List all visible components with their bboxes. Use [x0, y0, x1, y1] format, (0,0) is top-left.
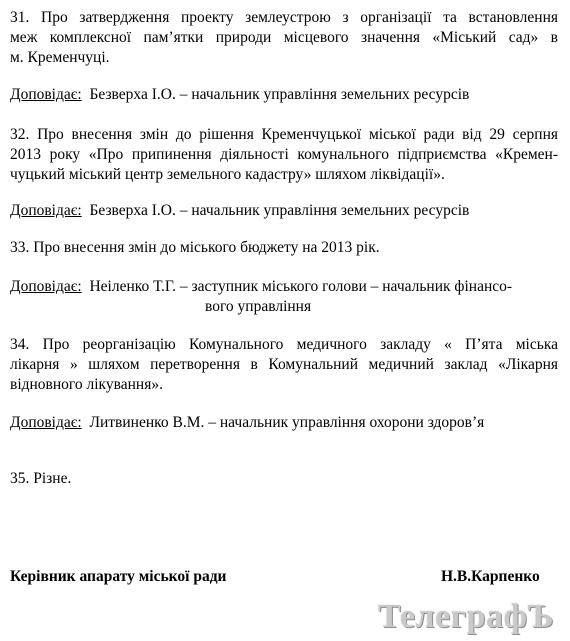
- item-35-line-1: 35. Різне.: [10, 470, 72, 487]
- item-33-rapporteur: [10, 277, 512, 297]
- item-34-line-1: 34. Про реорганізацію Комунального медичного закладу « П’ята міська: [10, 336, 558, 353]
- item-33-rapporteur-cont: вого управління: [205, 298, 312, 315]
- rapporteur-label: Доповідає:: [10, 414, 82, 431]
- rapporteur-text: Безверха І.О. – начальник управління земельних ресурсів: [89, 86, 470, 103]
- signature-name: Н.В.Карпенко: [441, 568, 540, 585]
- rapporteur-label: Доповідає:: [10, 202, 82, 219]
- item-31-line-3: м. Кременчуці.: [10, 49, 110, 66]
- rapporteur-label: Доповідає:: [10, 86, 82, 103]
- rapporteur-text: Безверха І.О. – начальник управління земельних ресурсів: [89, 202, 470, 219]
- item-31-line-1: 31. Про затвердження проекту землеустрою з організації та встановлення: [10, 9, 558, 26]
- signature-title: Керівник апарату міської ради: [10, 568, 227, 585]
- telegraf-watermark-logo: ТелеграфЪ: [377, 598, 554, 635]
- item-34-line-2: лікарня » шляхом перетворення в Комунальний медичний заклад «Лікарня: [10, 356, 558, 373]
- item-34-line-3: відновного лікування».: [10, 376, 163, 393]
- item-33-line-1: 33. Про внесення змін до міського бюджету на 2013 рік.: [10, 239, 380, 256]
- rapporteur-text: Неіленко Т.Г. – заступник міського голови – начальник фінансо-: [89, 278, 513, 295]
- item-32-line-3: чуцький міський центр земельного кадастру» шляхом ліквідації».: [10, 166, 445, 183]
- item-34-rapporteur: [10, 413, 484, 433]
- item-32-line-2: 2013 року «Про припинення діяльності комунального підприємства «Кремен-: [10, 146, 558, 163]
- item-32-line-1: 32. Про внесення змін до рішення Кременчуцької міської ради від 29 серпня: [10, 126, 558, 143]
- rapporteur-label: Доповідає:: [10, 278, 82, 295]
- item-32-rapporteur: [10, 201, 469, 221]
- item-31-line-2: меж комплексної пам’ятки природи місцевого значення «Міський сад» в: [10, 29, 558, 46]
- item-31-rapporteur: [10, 85, 469, 105]
- rapporteur-text: Литвиненко В.М. – начальник управління охорони здоров’я: [89, 414, 485, 431]
